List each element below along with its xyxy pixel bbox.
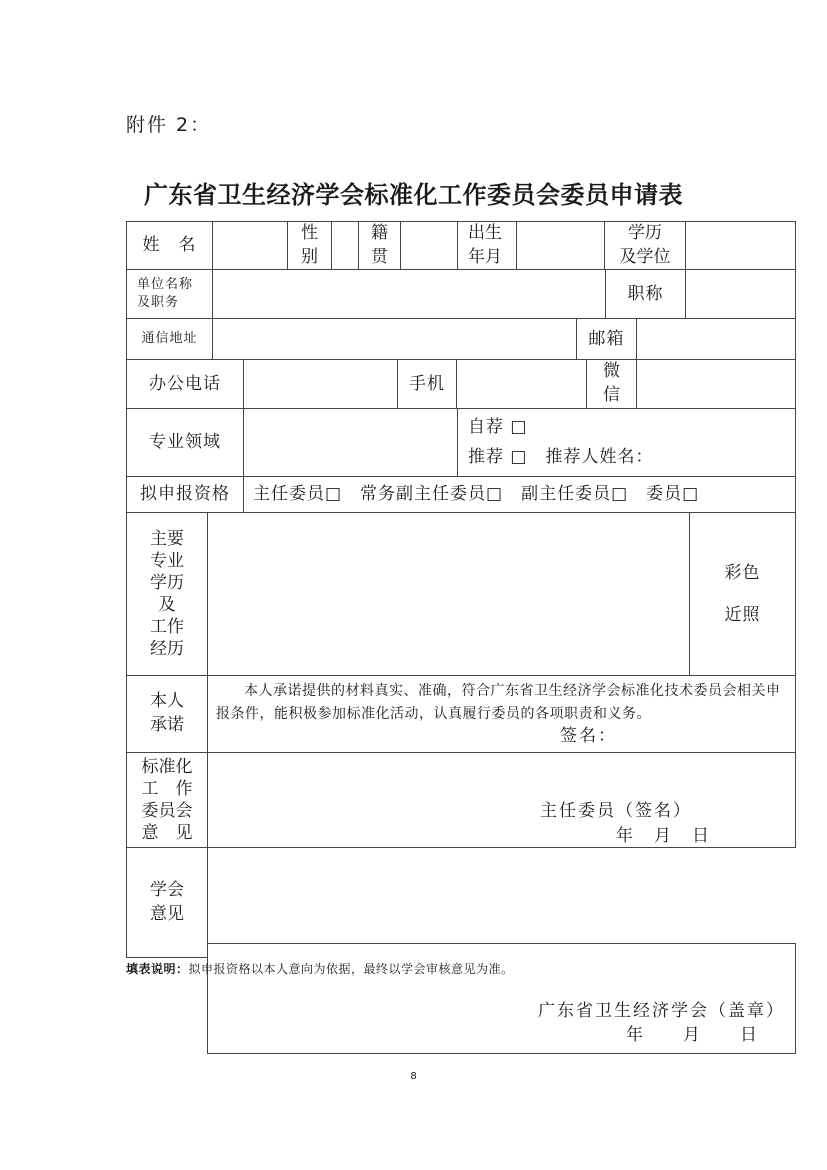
birth-label-line-1: 出生 bbox=[468, 222, 502, 243]
photo-placeholder bbox=[689, 512, 796, 676]
pledge-label-line-2: 承诺 bbox=[150, 715, 184, 735]
self-recommend-option[interactable]: 自荐 □ bbox=[468, 416, 528, 437]
professional-title-field[interactable] bbox=[685, 269, 796, 319]
pledge-cell bbox=[207, 675, 796, 753]
history-label-line-1: 主要 bbox=[150, 528, 184, 549]
name-label: 姓 名 bbox=[126, 221, 213, 270]
native-label-line-1: 籍 bbox=[371, 222, 388, 243]
qualification-label: 拟申报资格 bbox=[126, 476, 244, 513]
history-label-line-5: 工作 bbox=[150, 617, 184, 638]
address-field[interactable] bbox=[212, 318, 577, 360]
photo-label-line-2: 近照 bbox=[724, 605, 761, 625]
work-history-field[interactable] bbox=[207, 512, 690, 676]
pledge-signature-label: 签名： bbox=[560, 726, 617, 747]
qualification-options[interactable]: 主任委员□ 常务副主任委员□ 副主任委员□ 委员□ bbox=[243, 476, 796, 513]
committee-date-label: 年 月 日 bbox=[616, 826, 711, 846]
degree-label-line-2: 及学位 bbox=[619, 246, 671, 267]
society-label-line-2: 意见 bbox=[150, 903, 184, 924]
name-field[interactable] bbox=[212, 221, 288, 270]
committee-label-line-4: 意 见 bbox=[141, 823, 193, 844]
wechat-label bbox=[586, 359, 637, 409]
mobile-field[interactable] bbox=[456, 359, 587, 409]
history-label-line-6: 经历 bbox=[150, 639, 184, 660]
professional-title-label: 职称 bbox=[605, 269, 686, 319]
committee-opinion-field[interactable] bbox=[207, 752, 796, 848]
committee-label-line-3: 委员会 bbox=[141, 801, 193, 821]
photo-label-line-1: 彩色 bbox=[724, 562, 761, 583]
gender-label-line-2: 别 bbox=[301, 246, 318, 267]
native-label-line-2: 贯 bbox=[371, 246, 388, 267]
pledge-text: 本人承诺提供的材料真实、准确，符合广东省卫生经济学会标准化技术委员会相关申报条件，能积极参加标准化活动，认真履行委员的各项职责和义务。 bbox=[216, 683, 781, 723]
pledge-label-line-1: 本人 bbox=[150, 691, 184, 712]
degree-label-line-1: 学历 bbox=[628, 222, 662, 243]
society-seal-label: 广东省卫生经济学会（盖章） bbox=[538, 1001, 785, 1021]
society-label-line-1: 学会 bbox=[150, 879, 184, 900]
wechat-label-line-1: 微 bbox=[603, 361, 620, 382]
gender-field[interactable] bbox=[331, 221, 359, 270]
gender-label-line-1: 性 bbox=[301, 222, 318, 243]
unit-label-line-1: 单位名称 bbox=[137, 276, 194, 292]
professional-field-label: 专业领域 bbox=[126, 408, 244, 477]
form-title: 广东省卫生经济学会标准化工作委员会委员申请表 bbox=[144, 181, 683, 209]
committee-signature-label: 主任委员（签名） bbox=[540, 801, 692, 821]
office-phone-label: 办公电话 bbox=[126, 359, 244, 409]
wechat-field[interactable] bbox=[636, 359, 796, 409]
page-number: 8 bbox=[410, 1071, 417, 1082]
email-label: 邮箱 bbox=[576, 318, 637, 360]
degree-label bbox=[604, 221, 686, 270]
gender-label bbox=[287, 221, 332, 270]
birth-date-field[interactable] bbox=[516, 221, 605, 270]
unit-position-field[interactable] bbox=[212, 269, 606, 319]
recommendation-cell bbox=[457, 408, 796, 477]
history-label-line-2: 专业 bbox=[150, 550, 184, 571]
address-label: 通信地址 bbox=[126, 318, 213, 360]
native-place-label bbox=[358, 221, 401, 270]
society-opinion-label bbox=[126, 847, 208, 958]
fill-instructions-label: 填表说明： bbox=[126, 962, 189, 976]
fill-instructions-text: 拟申报资格以本人意向为依据，最终以学会审核意见为准。 bbox=[188, 962, 514, 976]
attachment-label: 附件 2： bbox=[126, 114, 212, 136]
office-phone-field[interactable] bbox=[243, 359, 398, 409]
society-date-label: 年 月 日 bbox=[626, 1025, 759, 1045]
committee-label-line-2: 工 作 bbox=[141, 778, 193, 799]
professional-field-input[interactable] bbox=[243, 408, 458, 477]
work-history-label bbox=[126, 512, 208, 676]
degree-field[interactable] bbox=[685, 221, 796, 270]
history-label-line-4: 及 bbox=[158, 595, 176, 615]
email-field[interactable] bbox=[636, 318, 796, 360]
birth-date-label bbox=[457, 221, 517, 270]
mobile-label: 手机 bbox=[397, 359, 457, 409]
birth-label-line-2: 年月 bbox=[468, 246, 502, 267]
committee-opinion-label bbox=[126, 752, 208, 848]
fill-instructions bbox=[126, 960, 514, 977]
committee-label-line-1: 标准化 bbox=[141, 756, 193, 777]
native-place-field[interactable] bbox=[400, 221, 458, 270]
unit-position-label bbox=[126, 269, 213, 319]
wechat-label-line-2: 信 bbox=[603, 385, 620, 405]
history-label-line-3: 学历 bbox=[150, 572, 184, 593]
pledge-label bbox=[126, 675, 208, 753]
unit-label-line-2: 及职务 bbox=[137, 295, 180, 310]
recommend-option[interactable]: 推荐 □ 推荐人姓名： bbox=[468, 446, 654, 467]
